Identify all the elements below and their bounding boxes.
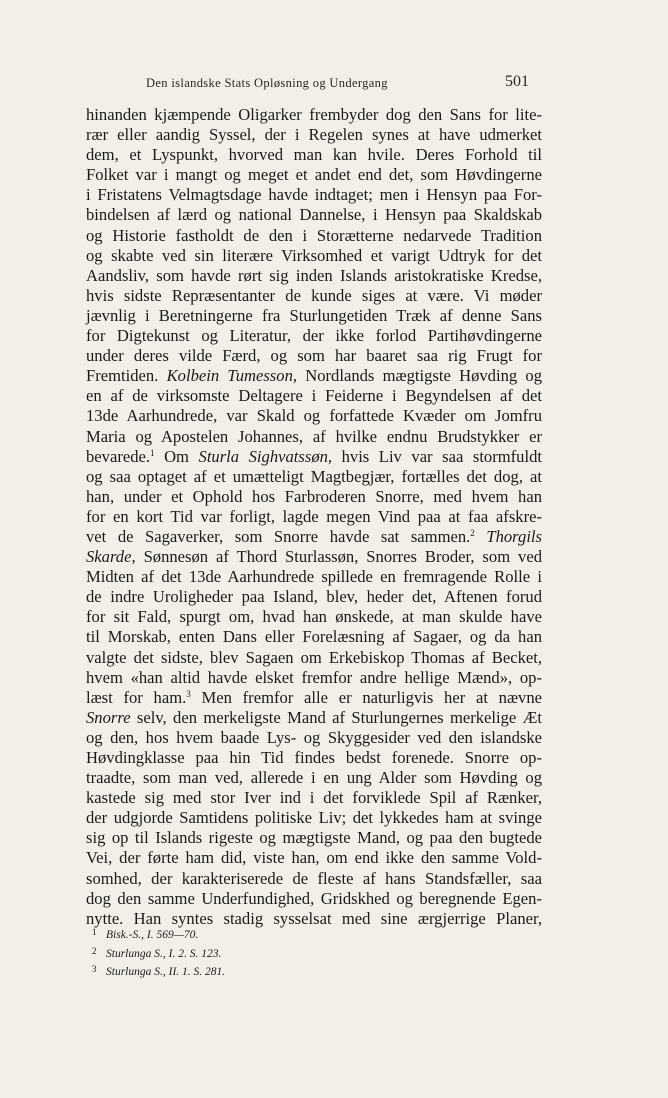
- text-line: han, under et Ophold hos Farbroderen Snorre, med hvem han: [86, 486, 542, 506]
- body-text: [86, 105, 542, 929]
- text-line: Snorre selv, den merkeligste Mand af Sturlungernes merkelige Æt: [86, 707, 542, 727]
- text-line: Maria og Apostelen Johannes, af hvilke endnu Brudstykker er: [86, 426, 542, 446]
- text-line: jævnlig i Beretningerne fra Sturlungetiden Træk af denne Sans: [86, 305, 542, 325]
- text-line: Skarde, Sønnesøn af Thord Sturlassøn, Snorres Broder, som ved: [86, 547, 542, 567]
- text-line: sig op til Islands rigeste og mægtigste Mand, og paa den bugtede: [86, 828, 542, 848]
- text-line: nytte. Han syntes stadig sysselsat med sine ærgjerrige Planer,: [86, 908, 542, 928]
- text-line: for en kort Tid var forligt, lagde megen Vind paa at faa afskre-: [86, 506, 542, 526]
- text-line: de indre Uroligheder paa Island, blev, heder det, Aftenen forud: [86, 587, 542, 607]
- text-line: vet de Sagaverker, som Snorre havde sat sammen.$^2$ Thorgils: [86, 526, 542, 546]
- text-line: for Digtekunst og Literatur, der ikke forlod Partihøvdingerne: [86, 326, 542, 346]
- text-line: til Morskab, enten Dans eller Forelæsning af Sagaer, og da han: [86, 627, 542, 647]
- text-line: Folket var i mangt og meget et andet end det, som Høvdingerne: [86, 165, 542, 185]
- text-line: i Fristatens Velmagtsdage havde indtaget; men i Hensyn paa For-: [86, 185, 542, 205]
- text-line: for sit Fald, spurgt om, hvad han ønskede, at man skulde have: [86, 607, 542, 627]
- page-number: 501: [505, 73, 529, 90]
- text-line: somhed, der karakteriserede de fleste af hans Standsfæller, saa: [86, 868, 542, 888]
- text-line: og den, hos hvem baade Lys- og Skyggesider ved den islandske: [86, 727, 542, 747]
- text-line: hvis sidste Repræsentanter de kunde siges at være. Vi møder: [86, 285, 542, 305]
- text-line: og saa optaget af et umætteligt Magtbegjær, fortælles det dog, at: [86, 466, 542, 486]
- person-name: Thorgils: [486, 526, 542, 546]
- footnote: 1 Bisk.-S., I. 569—70.: [92, 927, 199, 941]
- text-line: Fremtiden. Kolbein Tumesson, Nordlands mægtigste Høvding og: [86, 366, 542, 386]
- person-name: Sturla Sighvatssøn,: [198, 446, 333, 466]
- text-line: traadte, som man ved, allerede i en ung Alder som Høvding og: [86, 768, 542, 788]
- text-line: dem, et Lyspunkt, hvorved man kan hvile. Deres Forhold til: [86, 145, 542, 165]
- text-line: der udgjorde Samtidens politiske Liv; det lykkedes ham at svinge: [86, 808, 542, 828]
- text-line: 13de Aarhundrede, var Skald og forfattede Kvæder om Jomfru: [86, 406, 542, 426]
- text-line: læst for ham.$^3$ Men fremfor alle er naturligvis her at nævne: [86, 687, 543, 707]
- running-head: Den islandske Stats Opløsning og Undergang: [146, 76, 388, 90]
- text-line: Høvdingklasse paa hin Tid findes bedst forenede. Snorre op-: [86, 748, 542, 767]
- footnotes: [92, 925, 392, 981]
- text-line: under deres vilde Færd, og som har baaret saa rig Frugt for: [86, 346, 542, 366]
- text-line: Midten af det 13de Aarhundrede spillede en fremragende Rolle i: [86, 567, 542, 587]
- footnote-ref: 2: [470, 527, 475, 538]
- footnote: 3 Sturlunga S., II. 1. S. 281.: [92, 964, 226, 978]
- text-line: kastede sig med stor Iver ind i det forviklede Spil af Rænker,: [86, 788, 542, 808]
- text-line: hvem «han altid havde elsket fremfor andre hellige Mænd», op-: [86, 667, 542, 687]
- text-line: og Historie fastholdt de den i Storætterne nedarvede Tradition: [86, 225, 542, 245]
- footnote-ref: 1: [150, 447, 155, 458]
- text-line: bindelsen af lærd og national Dannelse, i Hensyn paa Skaldskab: [86, 205, 542, 225]
- person-name: Snorre: [86, 707, 131, 727]
- footnote: 2 Sturlunga S., I. 2. S. 123.: [92, 945, 222, 960]
- person-name: Kolbein Tumesson,: [166, 366, 298, 386]
- text-line: Vei, der førte ham did, viste han, om end ikke den samme Vold-: [86, 848, 542, 868]
- person-name: Skarde,: [86, 547, 136, 567]
- text-line: hinanden kjæmpende Oligarker frembyder dog den Sans for lite-: [86, 105, 542, 124]
- text-line: dog den samme Underfundighed, Gridskhed og beregnende Egen-: [86, 888, 542, 908]
- text-line: og skabte ved sin literære Virksomhed et varigt Udtryk for det: [86, 245, 542, 265]
- text-line: Aandsliv, som havde rørt sig inden Islands aristokratiske Kredse,: [86, 265, 542, 285]
- footnote-divider: [86, 913, 146, 914]
- text-line: bevarede.$^1$ Om Sturla Sighvatssøn, hvis Liv var saa stormfuldt: [86, 446, 542, 466]
- text-line: rær eller aandig Syssel, der i Regelen synes at have udmerket: [86, 125, 542, 145]
- footnote-ref: 3: [186, 688, 191, 699]
- text-line: valgte det sidste, blev Sagaen om Erkebiskop Thomas af Becket,: [86, 647, 542, 667]
- text-line: en af de virksomste Deltagere i Feiderne i Begyndelsen af det: [86, 386, 542, 406]
